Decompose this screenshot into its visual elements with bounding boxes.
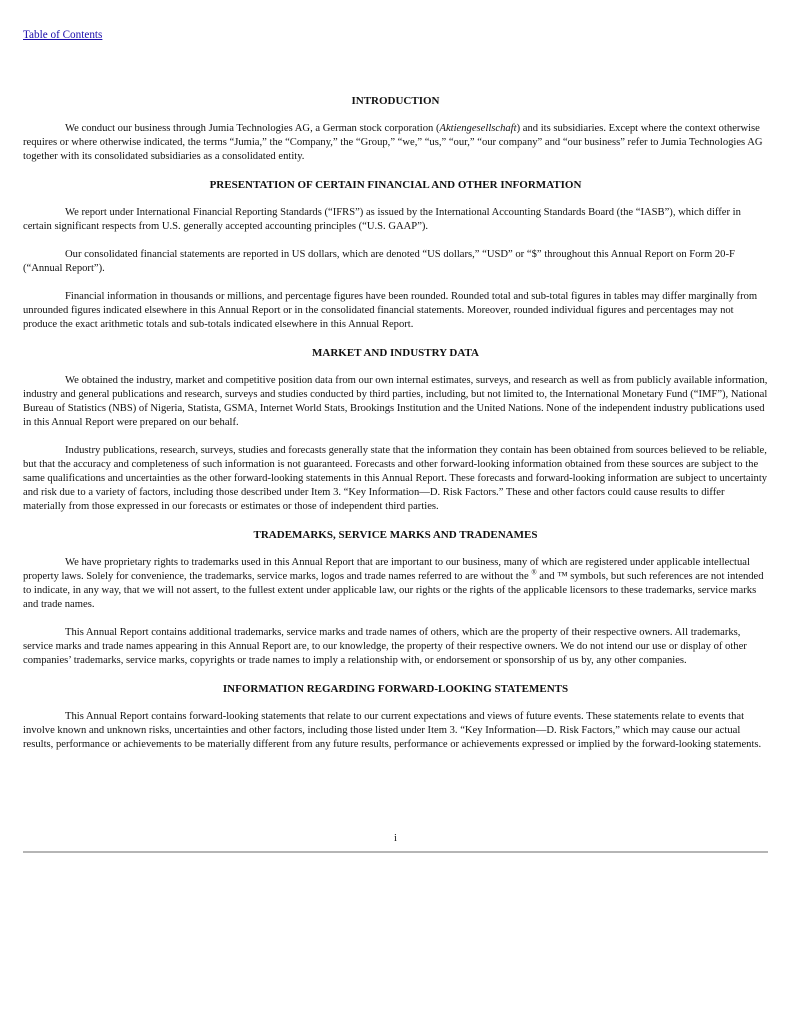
heading-introduction: INTRODUCTION [351,95,440,107]
paragraph-trademarks-own: We have proprietary rights to trademarks used in this Annual Report that are important to our business, many of which are registered under applicable intellectual property laws. Solely for convenience, the trademarks, service marks, logos and trade names referred to are without the ® and ™ symbols, but such references are not intended to indicate, in any way, that we will not assert, to the fullest extent under applicable law, our rights or the rights of the applicable licensors to these trademarks, service marks and trade names. [23,557,764,610]
paragraph-forward-looking: This Annual Report contains forward-looking statements that relate to our current expectations and views of future events. These statements relate to events that involve known and unknown risks, uncertainties and other factors, including those listed under Item 3. “Key Information—D. Risk Factors,” which may cause our actual results, performance or achievements to be materially different from any future results, performance or achievements expressed or implied by the forward-looking statements. [23,711,762,750]
paragraph-introduction: We conduct our business through Jumia Technologies AG, a German stock corporation (Aktiengesellschaft) and its subsidiaries. Except where the context otherwise requires or where otherwise indicated, the terms “Jumia,” the “Company,” the “Group,” “we,” “us,” “our,” “our company” and “our business” refer to Jumia Technologies AG together with its consolidated subsidiaries as a consolidated entity. [23,123,763,162]
paragraph-presentation-ifrs: We report under International Financial Reporting Standards (“IFRS”) as issued by the International Accounting Standards Board (the “IASB”), which differ in certain significant respects from U.S. generally accepted accounting principles (“U.S. GAAP”). [23,207,741,232]
paragraph-presentation-currency: Our consolidated financial statements are reported in US dollars, which are denoted “US dollars,” “USD” or “$” throughout this Annual Report on Form 20-F (“Annual Report”). [23,249,735,274]
paragraph-presentation-rounding: Financial information in thousands or millions, and percentage figures have been rounded. Rounded total and sub-total figures in tables may differ marginally from unrounded figures indicated elsewhere in this Annual Report or in the consolidated financial statements. Moreover, rounded individual figures and percentages may not produce the exact arithmetic totals and sub-totals indicated elsewhere in this Annual Report. [23,291,758,330]
paragraph-trademarks-others: This Annual Report contains additional trademarks, service marks and trade names of others, which are the property of their respective owners. All trademarks, service marks and trade names appearing in this Annual Report are, to our knowledge, the property of their respective owners. We do not intend our use or display of other companies’ trademarks, service marks, copyrights or trade names to imply a relationship with, or endorsement or sponsorship of us by, any other companies. [23,627,747,666]
page-number: i [394,833,397,844]
document-body [23,94,768,752]
heading-forward-looking: INFORMATION REGARDING FORWARD-LOOKING STATEMENTS [222,683,569,695]
paragraph-market-reliability: Industry publications, research, surveys, studies and forecasts generally state that the information they contain has been obtained from sources believed to be reliable, but that the accuracy and completeness of such information is not guaranteed. Forecasts and other forward-looking information obtained from these sources are subject to the same qualifications and uncertainties as the other forward-looking statements in this Annual Report. These forecasts and forward-looking information are subject to uncertainty and risk due to a variety of factors, including those described under Item 3. “Key Information—D. Risk Factors.” These and other factors could cause results to differ materially from those expressed in our forecasts or estimates or those of independent third parties. [23,445,768,512]
heading-presentation: PRESENTATION OF CERTAIN FINANCIAL AND OTHER INFORMATION [209,179,582,191]
table-of-contents-link[interactable]: Table of Contents [23,29,103,41]
heading-market-data: MARKET AND INDUSTRY DATA [312,347,479,359]
heading-trademarks: TRADEMARKS, SERVICE MARKS AND TRADENAMES [253,529,538,541]
page-divider [23,851,768,853]
paragraph-market-sources: We obtained the industry, market and competitive position data from our own internal estimates, surveys, and research as well as from publicly available information, industry and general publications and research, surveys and studies conducted by third parties, including, but not limited to, the International Monetary Fund (“IMF”), National Bureau of Statistics (NBS) of Nigeria, Statista, GSMA, Internet World Stats, Brookings Institution and the United Nations. None of the independent industry publications used in this Annual Report were prepared on our behalf. [23,375,768,428]
